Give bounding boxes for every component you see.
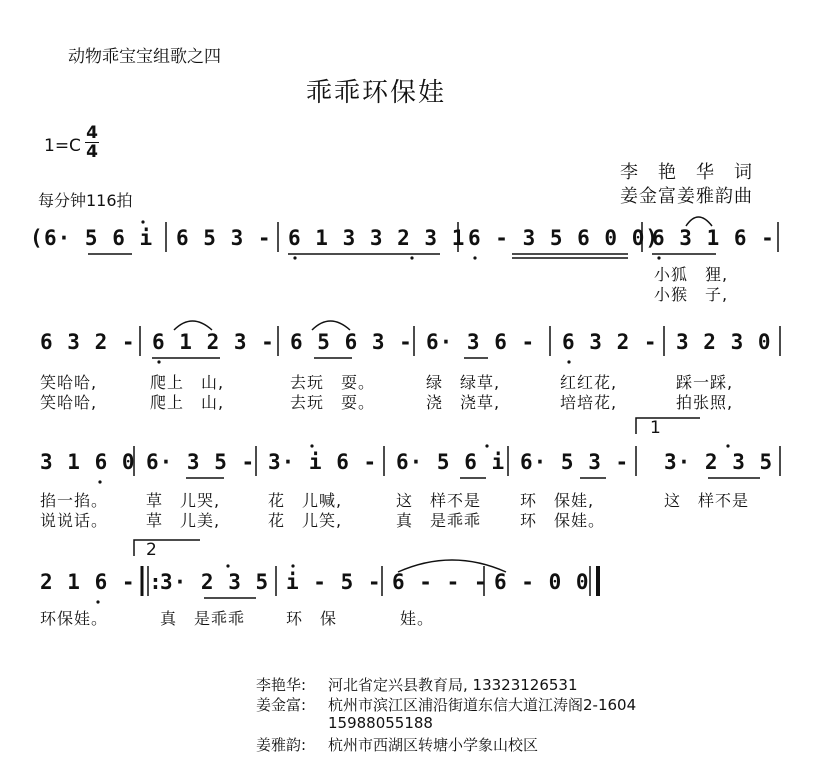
line3-measure-5: 6· 5 3 - — [520, 450, 630, 474]
octave-dot — [141, 220, 144, 223]
line1-measure-5: 6 3 1 6 - — [652, 226, 775, 250]
contact-text-2: 杭州市滨江区浦沿街道东信大道江涛阁2-1604 — [328, 696, 637, 714]
line4-lyric-3: 环 保 — [286, 609, 338, 628]
octave-dot — [657, 256, 660, 259]
line2-lyric-4b: 浇 浇草, — [426, 393, 501, 412]
line4-measure-5: 6 - 0 0 — [494, 570, 590, 594]
line2-lyric-1a: 笑哈哈, — [40, 373, 98, 392]
line4-measure-1: 2 1 6 - : — [40, 570, 163, 594]
slur — [686, 217, 712, 226]
line3-lyric-5b: 环 保娃。 — [520, 511, 606, 530]
volta-2-bracket — [134, 540, 200, 556]
contact-text-1: 河北省定兴县教育局, 13323126531 — [328, 676, 578, 694]
line2-lyric-5a: 红红花, — [560, 373, 618, 392]
line2-measure-4: 6· 3 6 - — [426, 330, 536, 354]
line2-measure-3: 6 5 6 3 - — [290, 330, 413, 354]
line2-lyric-3a: 去玩 耍。 — [290, 373, 376, 392]
slur — [312, 321, 350, 330]
key-signature: 1=C — [44, 136, 81, 156]
lyricist-credit: 李 艳 华 词 — [620, 162, 753, 183]
song-series-subtitle: 动物乖宝宝组歌之四 — [68, 47, 221, 67]
contact-name-1: 李艳华: — [256, 676, 307, 694]
line1-measure-3: 6 1 3 3 2 3 1 — [288, 226, 466, 250]
line2-measure-1: 6 3 2 - — [40, 330, 136, 354]
line1-prefix: ( — [30, 226, 44, 250]
line2-lyric-6b: 拍张照, — [676, 393, 734, 412]
line2-lyric-5b: 培培花, — [560, 393, 618, 412]
line3-measure-6: 3· 2 3 5 — [664, 450, 774, 474]
line1-measure-1: 6· 5 6 i — [44, 226, 154, 250]
octave-dot — [291, 564, 294, 567]
octave-dot — [567, 360, 570, 363]
line2-measure-2: 6 1 2 3 - — [152, 330, 275, 354]
line2-lyric-1b: 笑哈哈, — [40, 393, 98, 412]
line3-lyric-4b: 真 是乖乖 — [396, 511, 482, 530]
line4-measure-3: i - 5 - — [286, 570, 382, 594]
line2-lyric-4a: 绿 绿草, — [426, 373, 501, 392]
tie — [398, 560, 506, 572]
line4-lyric-2: 真 是乖乖 — [160, 609, 246, 628]
line3-measure-3: 3· i 6 - — [268, 450, 378, 474]
line2-measure-6: 3 2 3 0 — [676, 330, 772, 354]
line1-measure-4: 6 - 3 5 6 0 0) — [468, 226, 660, 250]
line2-lyric-2b: 爬上 山, — [150, 393, 225, 412]
song-title: 乖乖环保娃 — [306, 78, 447, 108]
octave-dot — [410, 256, 413, 259]
tempo-marking: 每分钟116拍 — [38, 191, 133, 210]
volta-1-bracket — [636, 418, 700, 434]
line4-measure-2: 3· 2 3 5 — [160, 570, 270, 594]
line3-lyric-1b: 说说话。 — [40, 511, 109, 530]
line4-lyric-1: 环保娃。 — [40, 609, 109, 628]
volta-2-label: 2 — [146, 540, 158, 560]
volta-1-label: 1 — [650, 418, 662, 438]
line3-lyric-4a: 这 样不是 — [396, 491, 482, 510]
composer-credit: 姜金富姜雅韵曲 — [620, 186, 753, 207]
line4-measure-4: 6 - - - — [392, 570, 488, 594]
octave-dot — [226, 564, 229, 567]
line4-lyric-4: 娃。 — [400, 609, 435, 628]
line3-lyric-2a: 草 儿哭, — [146, 491, 221, 510]
line2-lyric-6a: 踩一踩, — [676, 373, 734, 392]
time-signature-top: 4 — [86, 123, 98, 143]
octave-dot — [726, 444, 729, 447]
octave-dot — [310, 444, 313, 447]
line3-measure-2: 6· 3 5 - — [146, 450, 256, 474]
octave-dot — [96, 600, 99, 603]
octave-dot — [293, 256, 296, 259]
line3-lyric-1a: 掐一掐。 — [40, 491, 109, 510]
line3-lyric-5a: 环 保娃, — [520, 491, 595, 510]
time-signature-bottom: 4 — [86, 142, 98, 162]
line1-lyrics-verse2: 小猴 子, — [654, 285, 729, 304]
line3-lyric-3b: 花 儿笑, — [268, 511, 343, 530]
contact-text-4: 杭州市西湖区转塘小学象山校区 — [328, 736, 539, 754]
line3-lyric-2b: 草 儿美, — [146, 511, 221, 530]
contact-text-3: 15988055188 — [328, 714, 433, 732]
line3-measure-4: 6· 5 6 i — [396, 450, 506, 474]
slur — [174, 321, 212, 330]
line1-lyrics-verse1: 小狐 狸, — [654, 265, 729, 284]
line2-lyric-3b: 去玩 耍。 — [290, 393, 376, 412]
line3-measure-1: 3 1 6 0 — [40, 450, 136, 474]
octave-dot — [98, 480, 101, 483]
line3-lyric-6a: 这 样不是 — [664, 491, 750, 510]
line2-lyric-2a: 爬上 山, — [150, 373, 225, 392]
contact-name-2: 姜金富: — [256, 696, 307, 714]
line2-measure-5: 6 3 2 - — [562, 330, 658, 354]
octave-dot — [157, 360, 160, 363]
octave-dot — [473, 256, 476, 259]
octave-dot — [485, 444, 488, 447]
line1-measure-2: 6 5 3 - — [176, 226, 272, 250]
line3-lyric-3a: 花 儿喊, — [268, 491, 343, 510]
contact-name-4: 姜雅韵: — [256, 736, 307, 754]
